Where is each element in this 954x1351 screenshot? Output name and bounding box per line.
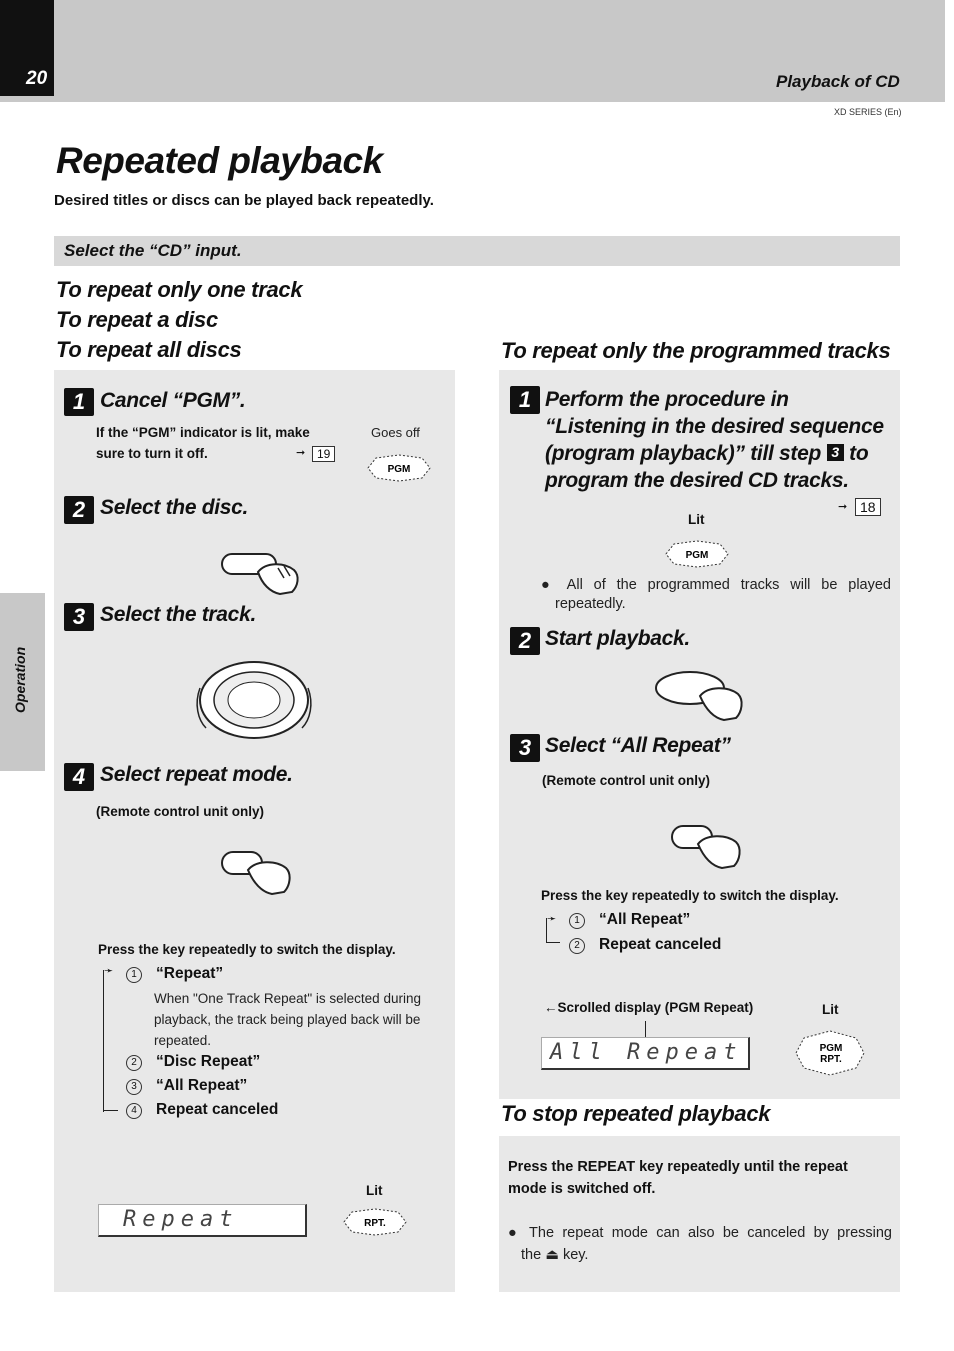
list-item: [126, 1077, 247, 1095]
bullet-text: All of the programmed tracks will be played: [566, 577, 891, 593]
lcd-display-text: All Repeat: [550, 1040, 743, 1065]
cycle-bracket: [103, 970, 118, 1112]
desc-line: When "One Track Repeat" is selected during: [154, 991, 421, 1006]
stop-instruction: [508, 1156, 894, 1200]
press-note: Press the key repeatedly to switch the display.: [541, 888, 839, 903]
step-number: 2: [64, 496, 94, 524]
step-title-cancel-pgm: Cancel “PGM”.: [100, 389, 246, 412]
heading-repeat-disc: To repeat a disc: [56, 307, 218, 332]
title-line: program the desired CD tracks.: [545, 469, 849, 492]
bullet-note: [541, 576, 891, 614]
step-number: 1: [64, 388, 94, 416]
instruction-line: mode is switched off.: [508, 1181, 656, 1197]
scrolled-display-note: ←Scrolled display (PGM Repeat): [544, 1000, 754, 1015]
item-label: “Disc Repeat”: [156, 1053, 261, 1070]
cycle-arrow-icon: ➛: [547, 913, 557, 925]
cycle-bracket-bottom: [104, 1110, 118, 1111]
title-line: “Listening in the desired sequence: [545, 415, 884, 438]
rpt-indicator-icon: [340, 1206, 410, 1238]
list-item: [126, 1053, 260, 1071]
title-line-part: to: [849, 442, 869, 465]
repeat-description: [154, 988, 421, 1051]
item-label: “All Repeat”: [156, 1077, 248, 1094]
step-text: If the “PGM” indicator is lit, make: [96, 425, 310, 440]
step-title-perform-procedure: [545, 386, 890, 494]
item-number: 1: [569, 913, 585, 929]
page-title: Repeated playback: [56, 140, 383, 181]
step-number: 3: [64, 603, 94, 631]
step-number: 4: [64, 763, 94, 791]
title-line: [545, 440, 890, 467]
item-number: 4: [126, 1103, 142, 1119]
section-title: Playback of CD: [776, 72, 900, 91]
page-number-box: [0, 0, 54, 96]
pgm-indicator-icon: [364, 452, 434, 484]
desc-line: repeated.: [154, 1033, 212, 1048]
select-input-bar: [54, 236, 900, 266]
remote-key-press-icon: [668, 820, 748, 872]
instruction-line: Press the REPEAT key repeatedly until the repeat: [508, 1159, 848, 1175]
page-number: 20: [26, 68, 48, 89]
jog-dial-icon: [192, 658, 316, 742]
remote-key-press-icon: [218, 846, 298, 898]
item-label: “Repeat”: [156, 965, 224, 982]
title-line: Perform the procedure in: [545, 388, 789, 411]
side-tab: [0, 593, 45, 771]
list-item: [569, 936, 721, 954]
bullet-line: ● The repeat mode can also be canceled by pressing: [508, 1225, 892, 1241]
list-item: [126, 965, 223, 983]
page-ref: 18: [855, 498, 881, 516]
select-input-text: Select the “CD” input.: [64, 241, 242, 260]
step-title-start-playback: Start playback.: [545, 627, 690, 650]
lit-label: Lit: [366, 1183, 383, 1198]
bullet-line: repeatedly.: [555, 596, 626, 612]
step-text: sure to turn it off.: [96, 446, 208, 461]
ref-arrow-icon: ➞: [296, 447, 306, 459]
list-item: [126, 1101, 278, 1119]
item-label: Repeat canceled: [599, 936, 722, 953]
heading-repeat-one-track: To repeat only one track: [56, 277, 303, 302]
item-number: 2: [126, 1055, 142, 1071]
pgm-indicator-text: PGM: [387, 464, 411, 475]
pgm-indicator-text: PGM: [819, 1043, 843, 1054]
rpt-indicator-text: RPT.: [820, 1054, 842, 1065]
remote-note: (Remote control unit only): [542, 773, 710, 788]
series-label: XD SERIES (En): [834, 107, 902, 117]
pgm-indicator-icon: [662, 538, 732, 570]
step-number: 3: [510, 734, 540, 762]
lit-label: Lit: [822, 1002, 839, 1017]
bullet-text: key.: [562, 1247, 589, 1263]
rpt-indicator-text: RPT.: [364, 1218, 386, 1229]
lcd-display: [541, 1037, 750, 1070]
step-title-select-disc: Select the disc.: [100, 496, 249, 519]
item-number: 2: [569, 938, 585, 954]
page-subtitle: Desired titles or discs can be played back repeatedly.: [54, 192, 434, 209]
cycle-bracket-bottom: [546, 942, 560, 943]
list-item: [569, 911, 690, 929]
item-label: “All Repeat”: [599, 911, 691, 928]
step-number: 1: [510, 386, 540, 414]
cycle-arrow-icon: ➛: [104, 965, 114, 977]
press-note: Press the key repeatedly to switch the display.: [98, 942, 396, 957]
item-number: 1: [126, 967, 142, 983]
step-title-select-track: Select the track.: [100, 603, 256, 626]
bullet-line: ● All of the programmed tracks will be played: [541, 577, 891, 593]
lit-label: Lit: [688, 512, 705, 527]
bullet-line: [508, 1244, 892, 1266]
bullet-text: the: [521, 1247, 542, 1263]
heading-stop-repeat: To stop repeated playback: [501, 1101, 771, 1126]
item-number: 3: [126, 1079, 142, 1095]
disc-button-press-icon: [218, 548, 304, 598]
title-line-part: (program playback)” till step: [545, 442, 822, 465]
pgm-rpt-indicator-icon: [792, 1028, 868, 1078]
goes-off-label: Goes off: [371, 425, 420, 440]
stop-bullet-note: [508, 1222, 892, 1266]
lcd-display: [98, 1204, 307, 1237]
heading-repeat-programmed: To repeat only the programmed tracks: [501, 338, 891, 363]
pgm-indicator-text: PGM: [685, 550, 709, 561]
desc-line: playback, the track being played back will be: [154, 1012, 421, 1027]
lcd-display-text: Repeat: [123, 1207, 239, 1232]
inline-step-number: 3: [827, 444, 844, 461]
step-title-select-all-repeat: Select “All Repeat”: [545, 734, 731, 757]
step-title-select-repeat-mode: Select repeat mode.: [100, 763, 293, 786]
step-number: 2: [510, 627, 540, 655]
play-button-press-icon: [652, 666, 752, 722]
eject-icon: ⏏: [545, 1247, 559, 1263]
ref-arrow-icon: ➞: [838, 501, 848, 513]
scrolled-display-text: Scrolled display (PGM Repeat): [557, 1000, 754, 1015]
side-tab-label: Operation: [12, 646, 28, 713]
remote-note: (Remote control unit only): [96, 804, 264, 819]
page-ref: 19: [312, 446, 335, 462]
bullet-text: The repeat mode can also be canceled by pressing: [529, 1225, 892, 1241]
heading-repeat-all-discs: To repeat all discs: [56, 337, 242, 362]
item-label: Repeat canceled: [156, 1101, 279, 1118]
